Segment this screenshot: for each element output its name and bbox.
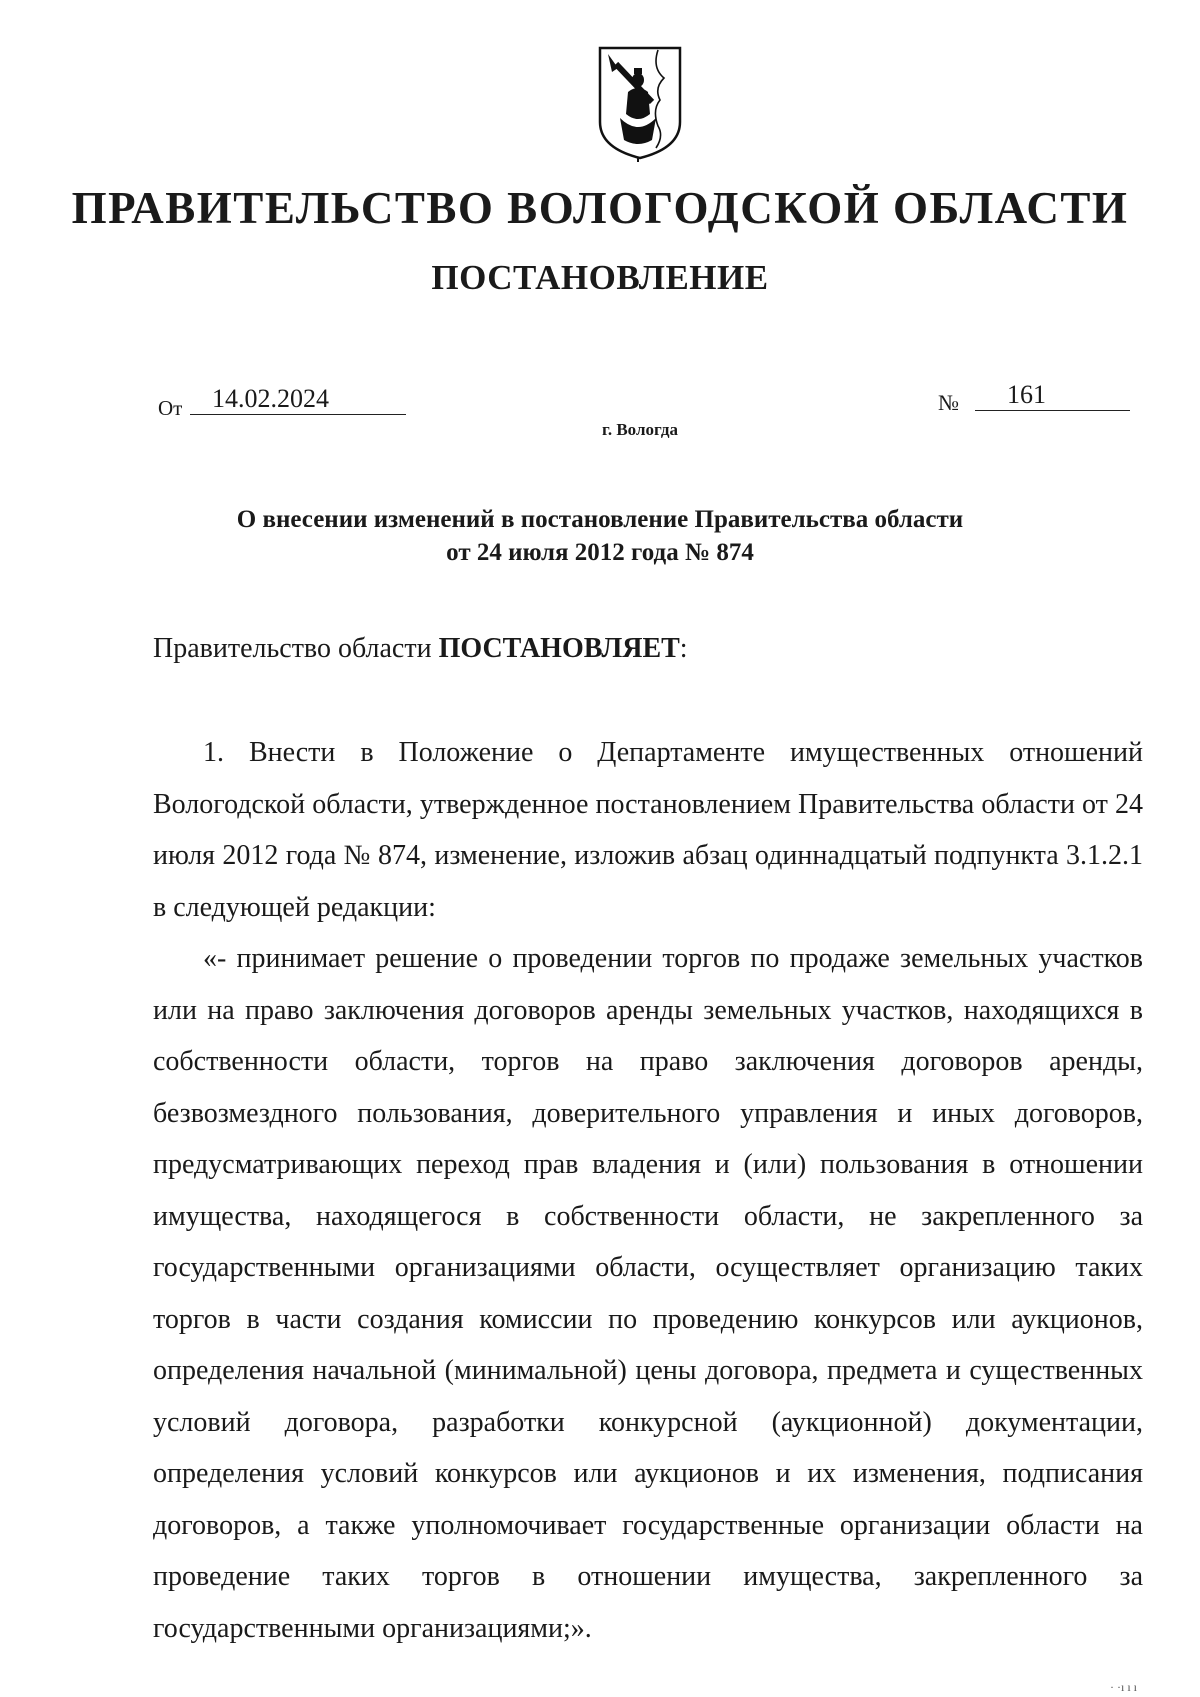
paragraph-2: «- принимает решение о проведении торгов по продаже земельных участков или на право заключения договоров аренды земельных участков, находящихся в собственности области, торгов на право заключения договоров аренды, безвозмездного пользования, доверительного управления и иных договоров, предусматривающих переход прав владения и (или) пользования в отношении имущества, находящегося в собственности области, не закрепленного за государственными организациями области, осуществляет организацию таких торгов в части создания комиссии по проведению конкурсов или аукционов, определения начальной (минимальной) цены договора, предмета и существенных условий договора, разработки конкурсной (аукционной) документации, определения условий конкурсов или аукционов и их изменения, подписания договоров, а также уполномочивает государственные организации области на проведение таких торгов в отношении имущества, закрепленного за государственными организациями;». [153, 943, 1143, 1644]
document-type: ПОСТАНОВЛЕНИЕ [431, 258, 769, 297]
document-subject [100, 503, 1100, 569]
intro-colon: : [679, 633, 688, 664]
page-mark: · ·ı ı ı [1110, 1680, 1137, 1694]
subject-line-2: от 24 июля 2012 года № 874 [446, 539, 754, 566]
document-number: 161 [975, 380, 1130, 411]
coat-of-arms-icon [594, 44, 686, 162]
paragraph-1: 1. Внести в Положение о Департаменте имущественных отношений Вологодской области, утвержденное постановлением Правительства области от 24 июля 2012 года № 874, изменение, изложив абзац одиннадцатый подпункта 3.1.2.1 в следующей редакции: [153, 737, 1143, 923]
date-prefix: От [158, 396, 183, 420]
document-body [153, 727, 1143, 1654]
resolution-intro [153, 633, 688, 665]
document-date: 14.02.2024 [190, 384, 406, 415]
subject-line-1: О внесении изменений в постановление Правительства области [236, 506, 964, 533]
city: г. Вологда [602, 420, 678, 439]
number-prefix: № [938, 390, 959, 415]
intro-text: Правительство области [153, 633, 439, 664]
organization-title: ПРАВИТЕЛЬСТВО ВОЛОГОДСКОЙ ОБЛАСТИ [71, 183, 1129, 233]
intro-emphasis: ПОСТАНОВЛЯЕТ [438, 633, 680, 664]
